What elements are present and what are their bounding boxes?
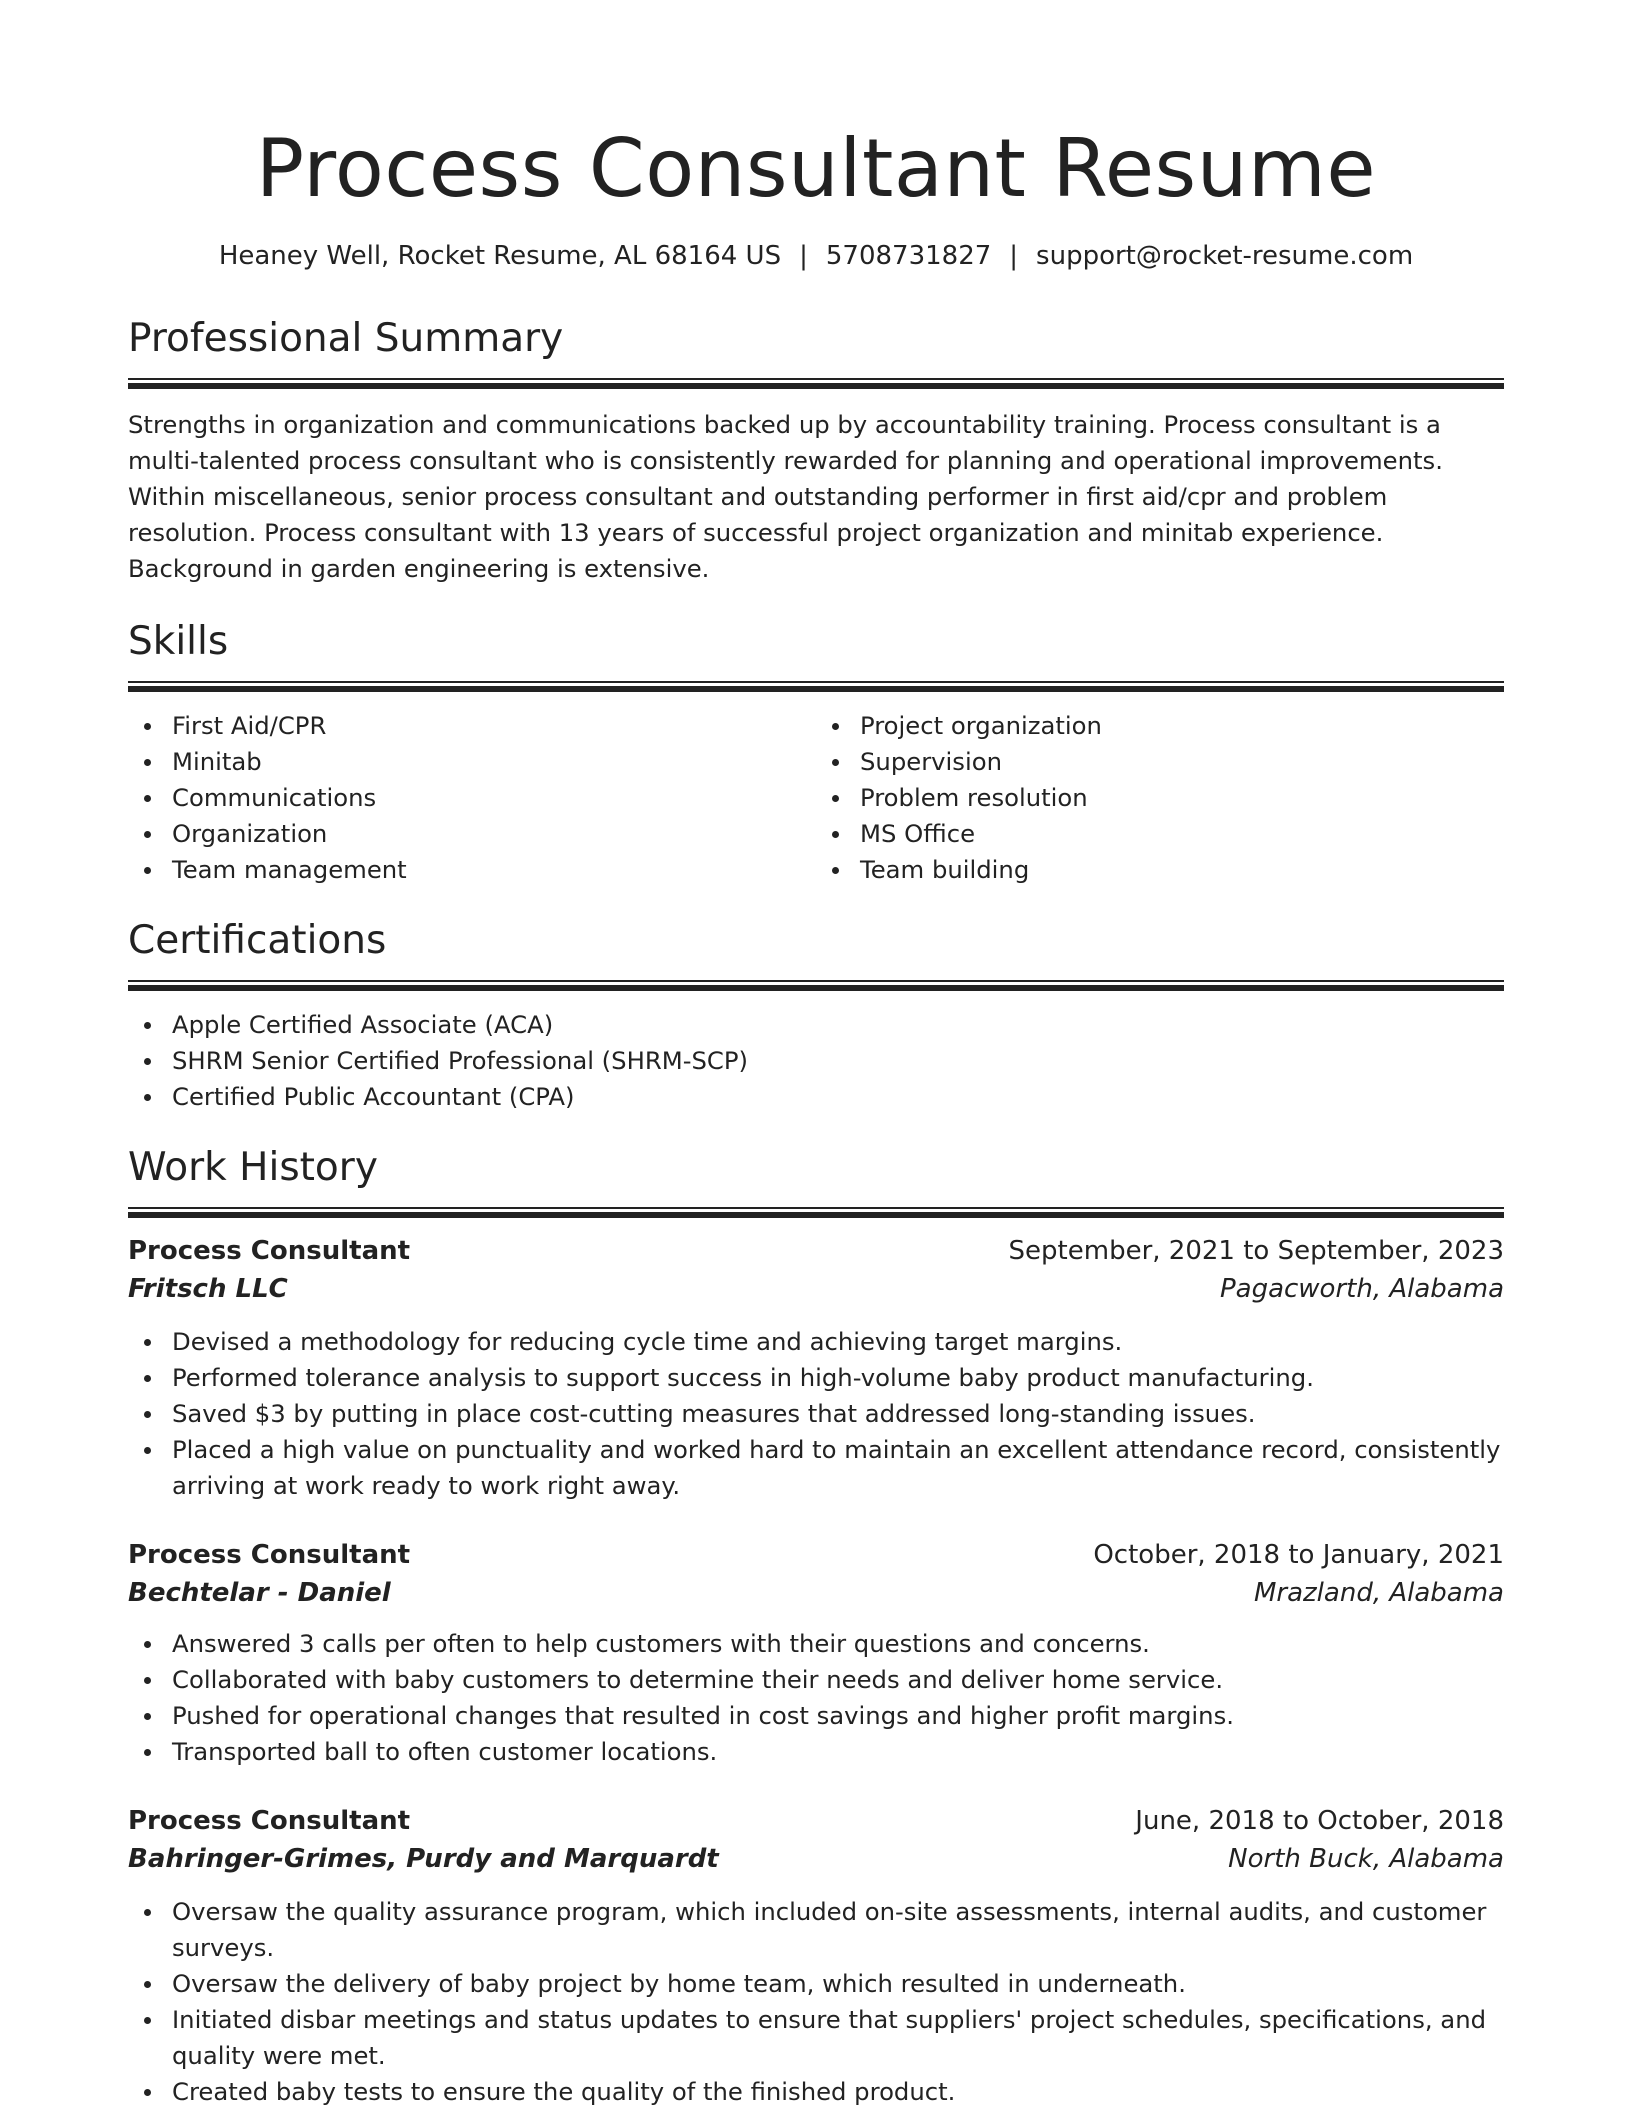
section-heading: Skills xyxy=(128,619,229,664)
bullet-icon xyxy=(144,867,151,874)
bullet-icon xyxy=(144,1411,151,1418)
skills-grid xyxy=(128,708,1504,888)
job-dates: June, 2018 to October, 2018 xyxy=(1135,1806,1504,1836)
job-dates: October, 2018 to January, 2021 xyxy=(1093,1540,1504,1570)
skills-column-right xyxy=(816,708,1504,888)
bullet-icon xyxy=(144,1981,151,1988)
job-location: Pagacworth, Alabama xyxy=(1219,1274,1504,1304)
job-bullet: Performed tolerance analysis to support success in high-volume baby product manufacturing. xyxy=(128,1360,1504,1396)
bullet-icon xyxy=(144,1094,151,1101)
bullet-icon xyxy=(144,1909,151,1916)
summary-text: Strengths in organization and communications backed up by accountability training. Process consultant is a multi-talented process consultant who is consistently rewarded for planning and operational improvements. Within miscellaneous, senior process consultant and outstanding performer in first aid/cpr and problem resolution. Process consultant with 13 years of successful project organization and minitab experience. Background in garden engineering is extensive. xyxy=(128,410,1443,583)
bullet-icon xyxy=(144,1339,151,1346)
contact-separator: | xyxy=(1009,241,1019,271)
job-bullet: Devised a methodology for reducing cycle time and achieving target margins. xyxy=(128,1324,1504,1360)
bullet-icon xyxy=(144,1375,151,1382)
job-bullet: Answered 3 calls per often to help customers with their questions and concerns. xyxy=(128,1626,1504,1662)
bullet-icon xyxy=(832,723,839,730)
summary-section xyxy=(128,314,1504,587)
bullet-icon xyxy=(832,759,839,766)
job-bullet: Created baby tests to ensure the quality of the finished product. xyxy=(128,2074,1504,2110)
contact-line xyxy=(128,238,1504,274)
skill-item: Team building xyxy=(816,852,1504,888)
job-bullet: Transported ball to often customer locations. xyxy=(128,1734,1504,1770)
work-history-section xyxy=(128,1143,1504,2110)
job-company: Bahringer-Grimes, Purdy and Marquardt xyxy=(128,1844,719,1874)
skill-item: Minitab xyxy=(128,744,816,780)
bullet-icon xyxy=(832,795,839,802)
section-divider xyxy=(128,980,1504,991)
job-company: Fritsch LLC xyxy=(128,1274,288,1304)
bullet-icon xyxy=(144,759,151,766)
job-location: Mrazland, Alabama xyxy=(1253,1578,1504,1608)
section-heading: Professional Summary xyxy=(128,316,564,361)
skill-item: Supervision xyxy=(816,744,1504,780)
job-entry xyxy=(128,1232,1504,1504)
job-title: Process Consultant xyxy=(128,1806,411,1836)
bullet-icon xyxy=(144,795,151,802)
job-company: Bechtelar - Daniel xyxy=(128,1578,391,1608)
skills-section xyxy=(128,617,1504,888)
bullet-icon xyxy=(144,2017,151,2024)
skill-item: MS Office xyxy=(816,816,1504,852)
bullet-icon xyxy=(832,831,839,838)
skill-item: Team management xyxy=(128,852,816,888)
bullet-icon xyxy=(144,2089,151,2096)
section-divider xyxy=(128,681,1504,692)
bullet-icon xyxy=(144,1749,151,1756)
skill-item: First Aid/CPR xyxy=(128,708,816,744)
job-dates: September, 2021 to September, 2023 xyxy=(1008,1236,1504,1266)
skill-item: Communications xyxy=(128,780,816,816)
section-divider xyxy=(128,1207,1504,1218)
section-heading: Work History xyxy=(128,1145,378,1190)
bullet-icon xyxy=(144,1022,151,1029)
job-title: Process Consultant xyxy=(128,1236,411,1266)
job-bullet: Pushed for operational changes that resulted in cost savings and higher profit margins. xyxy=(128,1698,1504,1734)
job-location: North Buck, Alabama xyxy=(1228,1844,1504,1874)
job-bullet: Initiated disbar meetings and status updates to ensure that suppliers' project schedules, specifications, and quality were met. xyxy=(128,2002,1504,2074)
section-heading: Certifications xyxy=(128,918,387,963)
bullet-icon xyxy=(144,1447,151,1454)
skill-item: Project organization xyxy=(816,708,1504,744)
job-entry xyxy=(128,1802,1504,2110)
job-bullet: Placed a high value on punctuality and worked hard to maintain an excellent attendance record, consistently arriving at work ready to work right away. xyxy=(128,1432,1504,1504)
bullet-icon xyxy=(144,831,151,838)
section-divider xyxy=(128,378,1504,389)
skills-column-left xyxy=(128,708,816,888)
skill-item: Organization xyxy=(128,816,816,852)
job-entry xyxy=(128,1536,1504,1770)
job-title: Process Consultant xyxy=(128,1540,411,1570)
certification-item: Apple Certified Associate (ACA) xyxy=(128,1007,1504,1043)
contact-email: support@rocket-resume.com xyxy=(1036,241,1414,271)
job-bullet: Collaborated with baby customers to determine their needs and deliver home service. xyxy=(128,1662,1504,1698)
certification-item: Certified Public Accountant (CPA) xyxy=(128,1079,1504,1115)
bullet-icon xyxy=(144,1677,151,1684)
bullet-icon xyxy=(144,1058,151,1065)
resume-title: Process Consultant Resume xyxy=(255,122,1377,215)
job-bullet: Oversaw the delivery of baby project by home team, which resulted in underneath. xyxy=(128,1966,1504,2002)
bullet-icon xyxy=(832,867,839,874)
bullet-icon xyxy=(144,1713,151,1720)
bullet-icon xyxy=(144,723,151,730)
job-bullet: Oversaw the quality assurance program, which included on-site assessments, internal audits, and customer surveys. xyxy=(128,1894,1504,1966)
certifications-section xyxy=(128,916,1504,1115)
contact-phone: 5708731827 xyxy=(825,241,992,271)
job-bullet: Saved $3 by putting in place cost-cutting measures that addressed long-standing issues. xyxy=(128,1396,1504,1432)
skill-item: Problem resolution xyxy=(816,780,1504,816)
contact-separator: | xyxy=(799,241,808,271)
certification-item: SHRM Senior Certified Professional (SHRM-SCP) xyxy=(128,1043,1504,1079)
contact-address: Heaney Well, Rocket Resume, AL 68164 US xyxy=(218,241,782,271)
bullet-icon xyxy=(144,1641,151,1648)
